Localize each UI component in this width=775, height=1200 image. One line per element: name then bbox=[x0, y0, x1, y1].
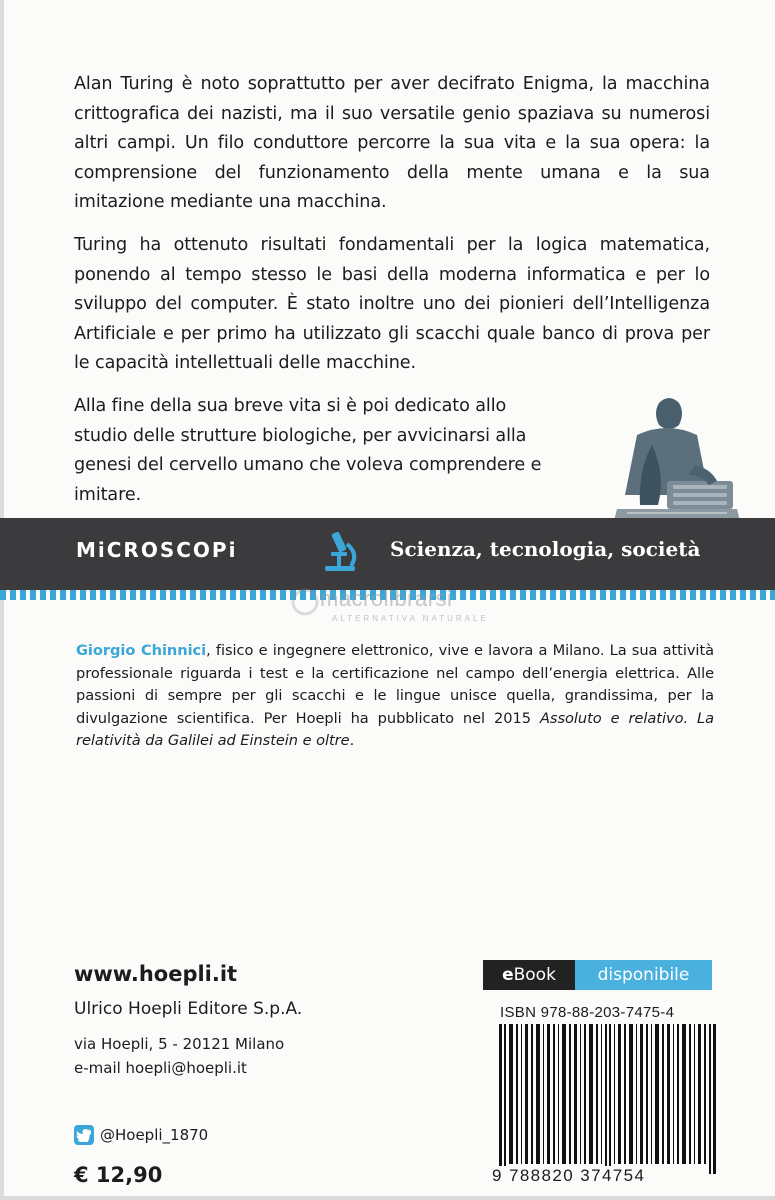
ebook-status: disponibile bbox=[575, 960, 712, 990]
author-bio-text: , fisico e ingegnere elettronico, vive e lavora a Milano. La sua attività professionale riguarda i test e la certificazione nel campo dell’energia elettrica. Alle passioni di sempre per gli scacchi e le lingue unisce quella, grandissima, per la divulgazione scientifica. Per Hoepli ha pubblicato nel 2015 bbox=[76, 642, 715, 727]
author-name: Giorgio Chinnici bbox=[76, 642, 207, 659]
synopsis-paragraph: Turing ha ottenuto risultati fondamentali per la logica matematica, ponendo al tempo stesso le basi della moderna informatica e per lo sviluppo del computer. È stato inoltre uno dei pionieri dell’Intelligenza Artificiale e per primo ha utilizzato gli scacchi quale banco di prova per le capacità intellettuali delle macchine. bbox=[74, 234, 710, 374]
ebook-label-rest: Book bbox=[513, 965, 556, 985]
publisher-website: www.hoepli.it bbox=[74, 962, 238, 986]
microscope-icon bbox=[321, 530, 359, 574]
series-name: MiCROSCOPi bbox=[76, 538, 238, 562]
author-book-title: Assoluto e relativo. La relatività da Galilei ad Einstein e oltre bbox=[76, 709, 714, 749]
publisher-address: via Hoepli, 5 - 20121 Milano bbox=[74, 1035, 285, 1053]
author-bio bbox=[76, 640, 714, 753]
twitter-icon bbox=[74, 1125, 94, 1145]
turing-statue-photo bbox=[597, 385, 747, 525]
author-bio-end: . bbox=[349, 732, 355, 749]
synopsis-paragraph: Alan Turing è noto soprattutto per aver decifrato Enigma, la macchina crittografica dei nazisti, ma il suo versatile genio spaziava su numerosi altri campi. Un filo conduttore percorre la sua vita e la sua opera: la comprensione del funzionamento della mente umana e la sua imitazione mediante una macchina. bbox=[74, 74, 710, 213]
publisher-name: Ulrico Hoepli Editore S.p.A. bbox=[74, 999, 303, 1019]
watermark-name: macrolibrarsi bbox=[320, 586, 453, 611]
ebook-badge bbox=[483, 960, 712, 990]
publisher-email: e-mail hoepli@hoepli.it bbox=[74, 1059, 247, 1077]
watermark-tagline: ALTERNATIVA NATURALE bbox=[332, 614, 489, 623]
publisher-info bbox=[74, 960, 302, 1080]
ebook-label bbox=[483, 960, 575, 990]
twitter-handle-row bbox=[74, 1125, 208, 1145]
isbn-barcode bbox=[499, 1024, 717, 1174]
series-tagline: Scienza, tecnologia, società bbox=[390, 537, 701, 561]
synopsis-paragraph: Alla fine della sua breve vita si è poi dedicato allo studio delle strutture biologiche, per avvicinarsi alla genesi del cervello umano che voleva comprendere e imitare. bbox=[74, 395, 542, 505]
twitter-handle: @Hoepli_1870 bbox=[100, 1126, 209, 1144]
price: € 12,90 bbox=[74, 1163, 163, 1187]
barcode-digits: 9 788820 374754 bbox=[488, 1166, 649, 1186]
isbn-label: ISBN 978-88-203-7475-4 bbox=[500, 1004, 675, 1021]
ebook-label-bold: e bbox=[502, 965, 514, 985]
